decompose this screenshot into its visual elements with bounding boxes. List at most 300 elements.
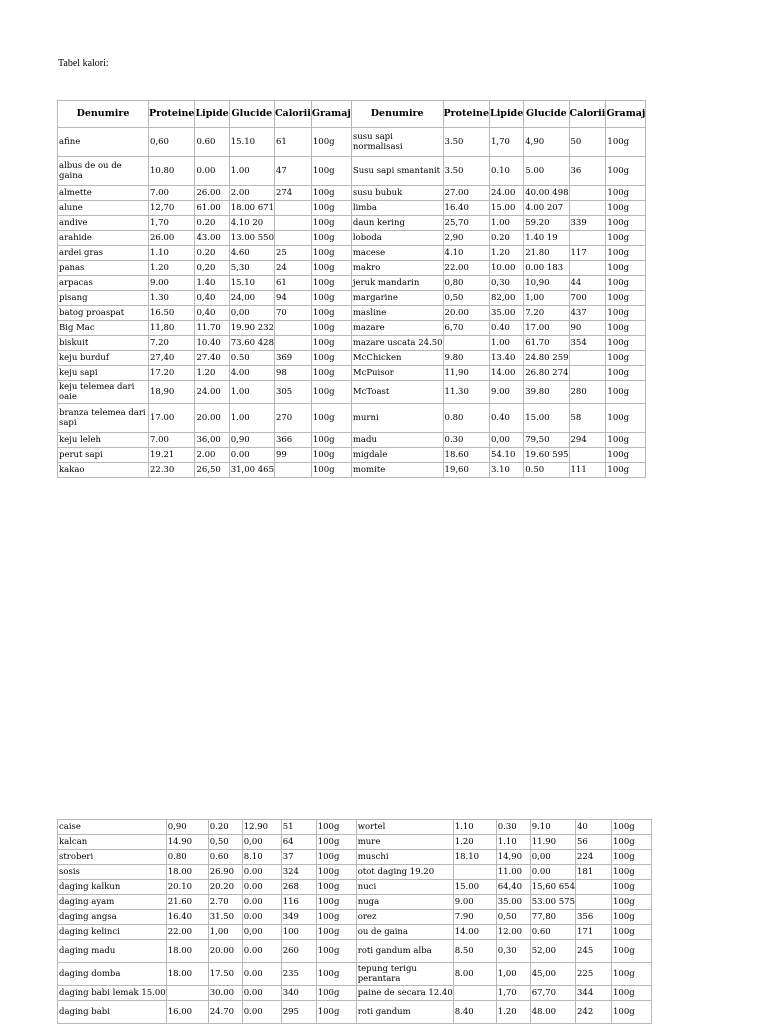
table-cell: 14.90	[166, 835, 208, 850]
table-cell: 344	[576, 986, 612, 1001]
table-cell: 2.00	[195, 448, 229, 463]
table-cell: jeruk mandarin	[351, 276, 443, 291]
table-cell: 8.10	[242, 850, 281, 865]
table-cell: madu	[351, 433, 443, 448]
table-cell: 17.50	[208, 963, 242, 986]
table-cell: murni	[351, 404, 443, 433]
table-cell: 48.00	[530, 1001, 575, 1024]
table-row	[58, 366, 646, 381]
table-cell: 1,70	[149, 216, 195, 231]
table-cell	[274, 216, 311, 231]
table-cell: 9.10	[530, 820, 575, 835]
table-cell: 0.00	[242, 880, 281, 895]
table-cell: daging ayam	[58, 895, 167, 910]
table-row	[58, 963, 652, 986]
table-cell: 100g	[311, 321, 351, 336]
table-cell: 0.40	[490, 321, 524, 336]
table-cell: 0.00	[242, 895, 281, 910]
table-cell: 9.80	[443, 351, 489, 366]
table-cell: 224	[576, 850, 612, 865]
table-cell: 0.20	[490, 231, 524, 246]
table-cell: 0.30	[496, 820, 530, 835]
column-header: Denumire	[58, 101, 149, 128]
table-cell: 100g	[316, 820, 356, 835]
table-cell: 35.00	[496, 895, 530, 910]
table-cell	[569, 231, 606, 246]
table-cell	[569, 201, 606, 216]
table-cell: 21.80	[524, 246, 569, 261]
table-cell: 0.30	[443, 433, 489, 448]
table-cell: 79,50	[524, 433, 569, 448]
table-cell: 64,40	[496, 880, 530, 895]
table-cell: 100g	[311, 366, 351, 381]
table-cell: 0,50	[208, 835, 242, 850]
table-cell: 20.00	[443, 306, 489, 321]
table-cell: 15.10	[229, 276, 274, 291]
table-cell: 35.00	[490, 306, 524, 321]
table-cell: 0,30	[490, 276, 524, 291]
table-cell: 11.90	[530, 835, 575, 850]
table-row	[58, 880, 652, 895]
table-cell	[274, 336, 311, 351]
table-cell: 15.00	[524, 404, 569, 433]
table-cell	[453, 865, 496, 880]
table-cell: 324	[281, 865, 316, 880]
table-cell: 0,90	[166, 820, 208, 835]
table-cell: 0.00	[242, 940, 281, 963]
table-cell	[274, 201, 311, 216]
table-cell: 51	[281, 820, 316, 835]
table-cell: 19.90 232	[229, 321, 274, 336]
table-cell: 100g	[311, 448, 351, 463]
table-cell: 7.00	[149, 433, 195, 448]
table-row	[58, 940, 652, 963]
table-cell: 5.00	[524, 157, 569, 186]
table-cell: 100g	[311, 246, 351, 261]
table-cell: 1.20	[453, 835, 496, 850]
table-cell: 18.00	[166, 940, 208, 963]
table-cell: 100g	[311, 381, 351, 404]
table-row	[58, 820, 652, 835]
table-cell: 61	[274, 276, 311, 291]
table-cell: 73.60 428	[229, 336, 274, 351]
table-cell: 268	[281, 880, 316, 895]
table-cell: 0,00	[490, 433, 524, 448]
table-cell: 1,70	[490, 128, 524, 157]
table-cell: nuga	[356, 895, 453, 910]
table-cell: 100g	[606, 351, 646, 366]
table-cell: 25	[274, 246, 311, 261]
table-cell: 181	[576, 865, 612, 880]
table-cell: 90	[569, 321, 606, 336]
table-cell: macese	[351, 246, 443, 261]
table-cell: McPuisor	[351, 366, 443, 381]
table-cell: sosis	[58, 865, 167, 880]
column-header: Gramaj	[606, 101, 646, 128]
table-cell: 61.70	[524, 336, 569, 351]
table-row	[58, 186, 646, 201]
table-cell: 0.00	[242, 1001, 281, 1024]
table-cell: 0.00	[242, 963, 281, 986]
table-cell	[453, 986, 496, 1001]
table-cell: 100g	[311, 157, 351, 186]
table-cell: kakao	[58, 463, 149, 478]
table-cell: 20.00	[208, 940, 242, 963]
table-cell: 5,30	[229, 261, 274, 276]
table-cell: 1.00	[490, 336, 524, 351]
table-cell: 100g	[606, 366, 646, 381]
table-cell: 0,00	[530, 850, 575, 865]
table-row	[58, 463, 646, 478]
table-row	[58, 895, 652, 910]
table-cell: 12.00	[496, 925, 530, 940]
table-cell: afine	[58, 128, 149, 157]
table-cell: 100g	[606, 186, 646, 201]
table-cell: 11,80	[149, 321, 195, 336]
table-cell: 53.00 575	[530, 895, 575, 910]
table-cell: 4.10 20	[229, 216, 274, 231]
table-cell: 13.40	[490, 351, 524, 366]
table-cell: 100	[281, 925, 316, 940]
table-row	[58, 291, 646, 306]
table-cell: mure	[356, 835, 453, 850]
column-header: Lipide	[195, 101, 229, 128]
table-cell: 45,00	[530, 963, 575, 986]
table-cell: 12,70	[149, 201, 195, 216]
table-cell: 100g	[606, 201, 646, 216]
table-cell: 100g	[606, 157, 646, 186]
table-cell: 0.20	[208, 820, 242, 835]
table-cell: 0,60	[149, 128, 195, 157]
table-cell: 349	[281, 910, 316, 925]
table-cell	[569, 448, 606, 463]
column-header: Glucide	[524, 101, 569, 128]
table-cell: orez	[356, 910, 453, 925]
table-row	[58, 261, 646, 276]
table-cell: 1.20	[496, 1001, 530, 1024]
table-cell: loboda	[351, 231, 443, 246]
table-row	[58, 216, 646, 231]
table-cell: 0.50	[229, 351, 274, 366]
table-cell: 94	[274, 291, 311, 306]
table-cell	[569, 186, 606, 201]
table-cell: 100g	[606, 381, 646, 404]
table-cell: 17.20	[149, 366, 195, 381]
table-cell: 13.00 550	[229, 231, 274, 246]
table-cell: 100g	[612, 940, 652, 963]
table-cell: keju sapi	[58, 366, 149, 381]
table-cell: 6,70	[443, 321, 489, 336]
table-cell: 100g	[606, 433, 646, 448]
table-cell: 18.00 671	[229, 201, 274, 216]
table-cell: andive	[58, 216, 149, 231]
table-cell: 1.20	[149, 261, 195, 276]
table-row	[58, 157, 646, 186]
table-cell: migdale	[351, 448, 443, 463]
table-cell: 1.00	[229, 404, 274, 433]
table-cell: 1.10	[496, 835, 530, 850]
table-cell: 100g	[316, 925, 356, 940]
table-cell	[569, 351, 606, 366]
table-cell: biskuit	[58, 336, 149, 351]
table-cell: 22.30	[149, 463, 195, 478]
table-cell: branza telemea dari sapi	[58, 404, 149, 433]
table-cell: 0.00	[229, 448, 274, 463]
table-cell: 9.00	[149, 276, 195, 291]
table-cell: 100g	[612, 895, 652, 910]
table-cell: 0.00	[242, 865, 281, 880]
table-cell: mazare	[351, 321, 443, 336]
table-cell: 19,60	[443, 463, 489, 478]
table-cell: 1.10	[149, 246, 195, 261]
table-row	[58, 231, 646, 246]
table-row	[58, 321, 646, 336]
table-cell: 295	[281, 1001, 316, 1024]
table-cell: McChicken	[351, 351, 443, 366]
calorie-table-1	[57, 100, 646, 478]
column-header: Calorii	[569, 101, 606, 128]
table-cell: 52,00	[530, 940, 575, 963]
table-cell: 0.60	[195, 128, 229, 157]
table-cell: 56	[576, 835, 612, 850]
table-cell: 0,50	[443, 291, 489, 306]
table-cell: 100g	[612, 865, 652, 880]
table-cell: 0.80	[166, 850, 208, 865]
table-row	[58, 986, 652, 1001]
table-cell: 20.10	[166, 880, 208, 895]
table-cell: 100g	[606, 246, 646, 261]
table-cell: 7.20	[149, 336, 195, 351]
table-cell: almette	[58, 186, 149, 201]
table-cell: 1,00	[208, 925, 242, 940]
table-cell: 67,70	[530, 986, 575, 1001]
table-cell: 270	[274, 404, 311, 433]
table-cell: 1.10	[453, 820, 496, 835]
table-cell: 26,50	[195, 463, 229, 478]
table-cell: tepung terigu perantara	[356, 963, 453, 986]
table-cell: 19.21	[149, 448, 195, 463]
table-cell: 369	[274, 351, 311, 366]
table-cell: nuci	[356, 880, 453, 895]
table-cell: 4.60	[229, 246, 274, 261]
table-cell: margarine	[351, 291, 443, 306]
table-cell: 100g	[606, 128, 646, 157]
table-cell: 3.10	[490, 463, 524, 478]
table-cell: 8.40	[453, 1001, 496, 1024]
column-header: Calorii	[274, 101, 311, 128]
table-row	[58, 448, 646, 463]
table-cell: 100g	[606, 336, 646, 351]
page-title: Tabel kalori:	[58, 58, 109, 69]
table-cell: daging kalkun	[58, 880, 167, 895]
table-cell	[569, 261, 606, 276]
table-cell: 100g	[316, 1001, 356, 1024]
table-cell: 8.00	[453, 963, 496, 986]
table-cell: 26.90	[208, 865, 242, 880]
table-cell: 99	[274, 448, 311, 463]
column-header: Glucide	[229, 101, 274, 128]
table-cell: keju telemea dari oaie	[58, 381, 149, 404]
table-cell: 10.80	[149, 157, 195, 186]
table-cell: 100g	[311, 306, 351, 321]
table-cell: 100g	[316, 940, 356, 963]
table-cell: 0,50	[496, 910, 530, 925]
table-cell: 10.00	[490, 261, 524, 276]
table-cell: 9.00	[453, 895, 496, 910]
table-row	[58, 276, 646, 291]
table-cell: 16.40	[166, 910, 208, 925]
table-cell: 100g	[612, 835, 652, 850]
table-cell: 37	[281, 850, 316, 865]
table-cell: perut sapi	[58, 448, 149, 463]
table-cell: 294	[569, 433, 606, 448]
table-cell: 100g	[612, 820, 652, 835]
table-cell: 19.60 595	[524, 448, 569, 463]
table-cell: 100g	[612, 963, 652, 986]
table-cell: 70	[274, 306, 311, 321]
table-header-row	[58, 101, 646, 128]
table-cell: paine de secara 12.40	[356, 986, 453, 1001]
table-cell: 0.20	[195, 246, 229, 261]
table-row	[58, 336, 646, 351]
table-cell: Susu sapi smantanit	[351, 157, 443, 186]
table-cell: 11.00	[496, 865, 530, 880]
table-cell: roti gandum alba	[356, 940, 453, 963]
table-cell: 18.00	[166, 963, 208, 986]
table-cell: 61	[274, 128, 311, 157]
table-cell: 100g	[606, 321, 646, 336]
table-cell: 4.00	[229, 366, 274, 381]
table-cell: 100g	[316, 835, 356, 850]
table-cell: 7.20	[524, 306, 569, 321]
table-cell: 0,00	[242, 925, 281, 940]
table-cell: ou de gaina	[356, 925, 453, 940]
table-cell: 340	[281, 986, 316, 1001]
table-cell: 280	[569, 381, 606, 404]
table-cell: 30.00	[208, 986, 242, 1001]
table-cell: 17.00	[149, 404, 195, 433]
table-cell: roti gandum	[356, 1001, 453, 1024]
table-cell: 100g	[612, 986, 652, 1001]
table-cell: 4,90	[524, 128, 569, 157]
table-cell: keju burduf	[58, 351, 149, 366]
table-cell: makro	[351, 261, 443, 276]
table-cell	[576, 895, 612, 910]
table-cell: 44	[569, 276, 606, 291]
table-cell: keju leleh	[58, 433, 149, 448]
table-row	[58, 246, 646, 261]
table-cell: 25,70	[443, 216, 489, 231]
table-cell: arpacas	[58, 276, 149, 291]
table-cell: 14.00	[453, 925, 496, 940]
table-cell: 98	[274, 366, 311, 381]
table-cell: 0.00	[242, 986, 281, 1001]
table-row	[58, 433, 646, 448]
table-cell: 100g	[311, 291, 351, 306]
table-cell: 100g	[606, 216, 646, 231]
table-cell: 31.50	[208, 910, 242, 925]
table-cell: 100g	[316, 910, 356, 925]
table-cell: 40	[576, 820, 612, 835]
table-cell: albus de ou de gaina	[58, 157, 149, 186]
table-cell: 14,90	[496, 850, 530, 865]
table-cell: 100g	[606, 306, 646, 321]
table-cell: limba	[351, 201, 443, 216]
table-cell: 10,90	[524, 276, 569, 291]
table-cell: 24.00	[195, 381, 229, 404]
table-cell: 7.90	[453, 910, 496, 925]
table-cell: 16.50	[149, 306, 195, 321]
table-row	[58, 925, 652, 940]
table-cell: 100g	[612, 910, 652, 925]
table-cell: 26.00	[149, 231, 195, 246]
table-cell: 24	[274, 261, 311, 276]
table-cell: 36,00	[195, 433, 229, 448]
table-cell: wortel	[356, 820, 453, 835]
table-cell: 1.20	[490, 246, 524, 261]
table-cell: mazare uscata 24.50	[351, 336, 443, 351]
table-cell: batog proaspat	[58, 306, 149, 321]
table-cell: 43.00	[195, 231, 229, 246]
table-cell: 59.20	[524, 216, 569, 231]
table-cell: 0.50	[524, 463, 569, 478]
table-cell: daging angsa	[58, 910, 167, 925]
table-cell: 245	[576, 940, 612, 963]
table-cell: 100g	[606, 448, 646, 463]
table-cell: 100g	[311, 261, 351, 276]
table-cell: 100g	[311, 276, 351, 291]
table-cell: 100g	[311, 231, 351, 246]
table-cell: 24.70	[208, 1001, 242, 1024]
table-cell: 117	[569, 246, 606, 261]
table-cell: 100g	[612, 880, 652, 895]
table-cell: 366	[274, 433, 311, 448]
table-cell: 100g	[606, 276, 646, 291]
table-cell: 15.00	[490, 201, 524, 216]
table-cell: arahide	[58, 231, 149, 246]
table-cell: 26.00	[195, 186, 229, 201]
table-cell: 1.40 19	[524, 231, 569, 246]
table-cell: 0.00 183	[524, 261, 569, 276]
table-cell: 15.10	[229, 128, 274, 157]
table-cell: 100g	[606, 404, 646, 433]
table-cell: 22.00	[166, 925, 208, 940]
column-header: Denumire	[351, 101, 443, 128]
table-cell: 18.00	[166, 865, 208, 880]
table-cell: 18.10	[453, 850, 496, 865]
table-cell: 100g	[316, 963, 356, 986]
table-cell: 20.20	[208, 880, 242, 895]
table-cell: 339	[569, 216, 606, 231]
table-cell: 0.80	[443, 404, 489, 433]
table-cell: 9.00	[490, 381, 524, 404]
table-cell: 1.00	[490, 216, 524, 231]
table-cell: 100g	[311, 201, 351, 216]
table-cell: 1.30	[149, 291, 195, 306]
table-cell	[274, 231, 311, 246]
table-cell: 437	[569, 306, 606, 321]
table-cell: 100g	[311, 463, 351, 478]
table-cell: 0,40	[195, 306, 229, 321]
table-cell: 1.40	[195, 276, 229, 291]
table-cell: 0.00	[195, 157, 229, 186]
table-cell: 100g	[612, 1001, 652, 1024]
table-cell: 21.60	[166, 895, 208, 910]
table-cell: panas	[58, 261, 149, 276]
table-row	[58, 381, 646, 404]
table-cell: stroberi	[58, 850, 167, 865]
table-row	[58, 201, 646, 216]
